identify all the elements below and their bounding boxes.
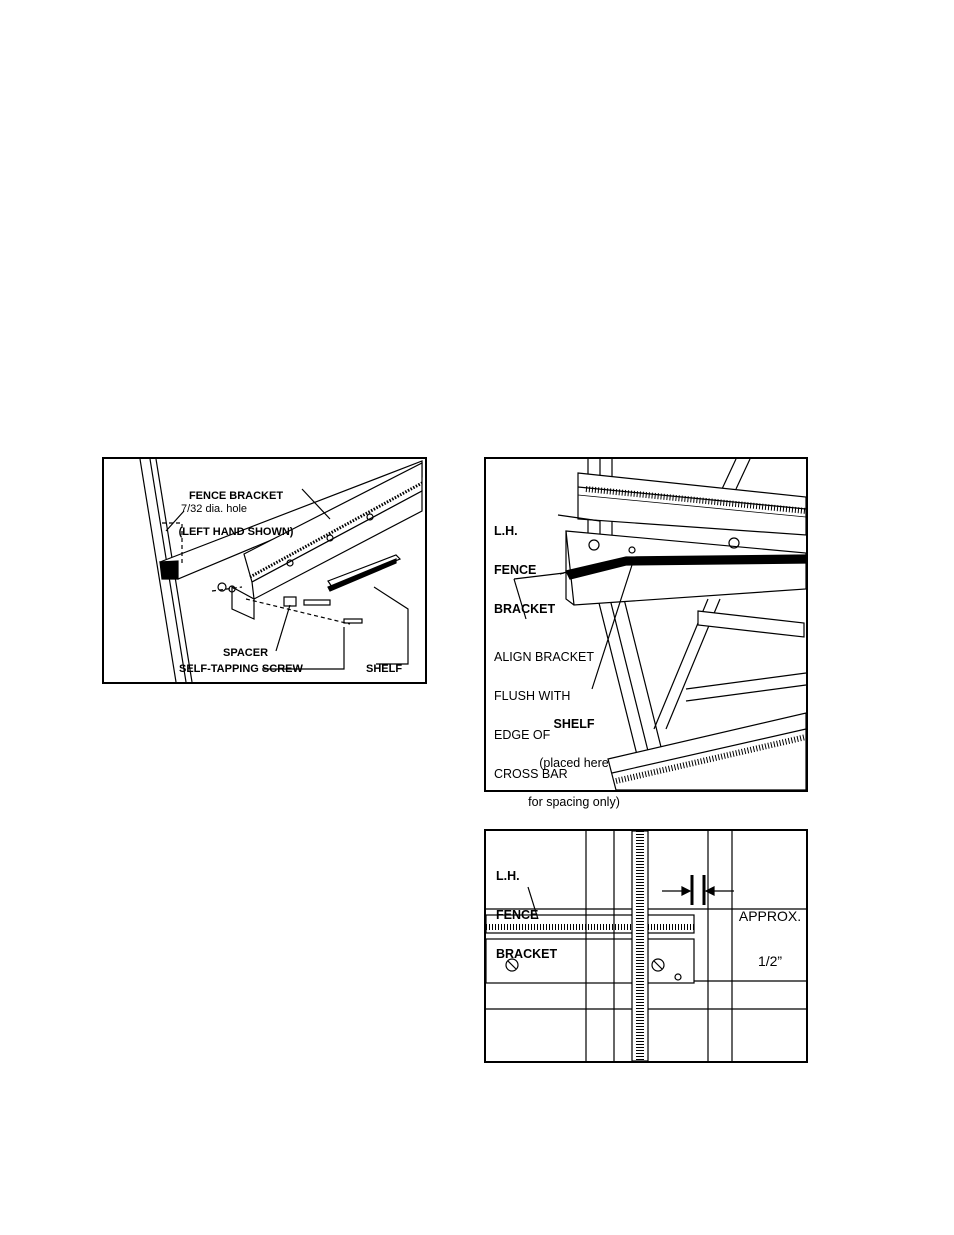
lh-fence-bracket-label-line3: BRACKET bbox=[494, 602, 556, 616]
lh-fence-bracket-label bbox=[496, 844, 557, 987]
shelf-note-title: SHELF bbox=[553, 717, 595, 731]
align-bracket-note-line1: ALIGN BRACKET bbox=[494, 650, 595, 664]
lh-fence-bracket-label-line2: FENCE bbox=[496, 908, 539, 922]
figure-bracket-spacing bbox=[484, 829, 808, 1063]
self-tapping-screw-label: SELF-TAPPING SCREW bbox=[179, 663, 303, 675]
shelf-label: SHELF bbox=[366, 663, 403, 675]
lh-fence-bracket-label-line2: FENCE bbox=[494, 563, 537, 577]
align-bracket-note-line2: FLUSH WITH bbox=[494, 689, 571, 703]
shelf-note-line1: (placed here bbox=[539, 756, 609, 770]
lh-fence-bracket-label-line1: L.H. bbox=[496, 869, 520, 883]
shelf-note-line2: for spacing only) bbox=[528, 795, 620, 809]
align-bracket-note-line4: CROSS BAR bbox=[494, 767, 568, 781]
fence-bracket-label-line1: FENCE BRACKET bbox=[188, 490, 284, 502]
approx-spacing-label-line1: APPROX. bbox=[738, 908, 802, 924]
approx-spacing-label bbox=[730, 879, 810, 999]
spacer-label: SPACER bbox=[223, 647, 269, 659]
fence-bracket-label-line2: (LEFT HAND SHOWN) bbox=[178, 526, 294, 538]
lh-fence-bracket-label-line3: BRACKET bbox=[496, 947, 558, 961]
approx-spacing-label-line2: 1/2” bbox=[757, 953, 783, 969]
figure-bracket-alignment bbox=[484, 457, 808, 809]
hole-label: 7/32 dia. hole bbox=[181, 503, 248, 515]
figure-fence-bracket-assembly bbox=[102, 457, 427, 684]
lh-fence-bracket-label-line1: L.H. bbox=[494, 524, 518, 538]
lh-fence-bracket-label bbox=[494, 499, 555, 642]
shelf-note bbox=[514, 692, 634, 835]
align-bracket-note-line3: EDGE OF bbox=[494, 728, 551, 742]
